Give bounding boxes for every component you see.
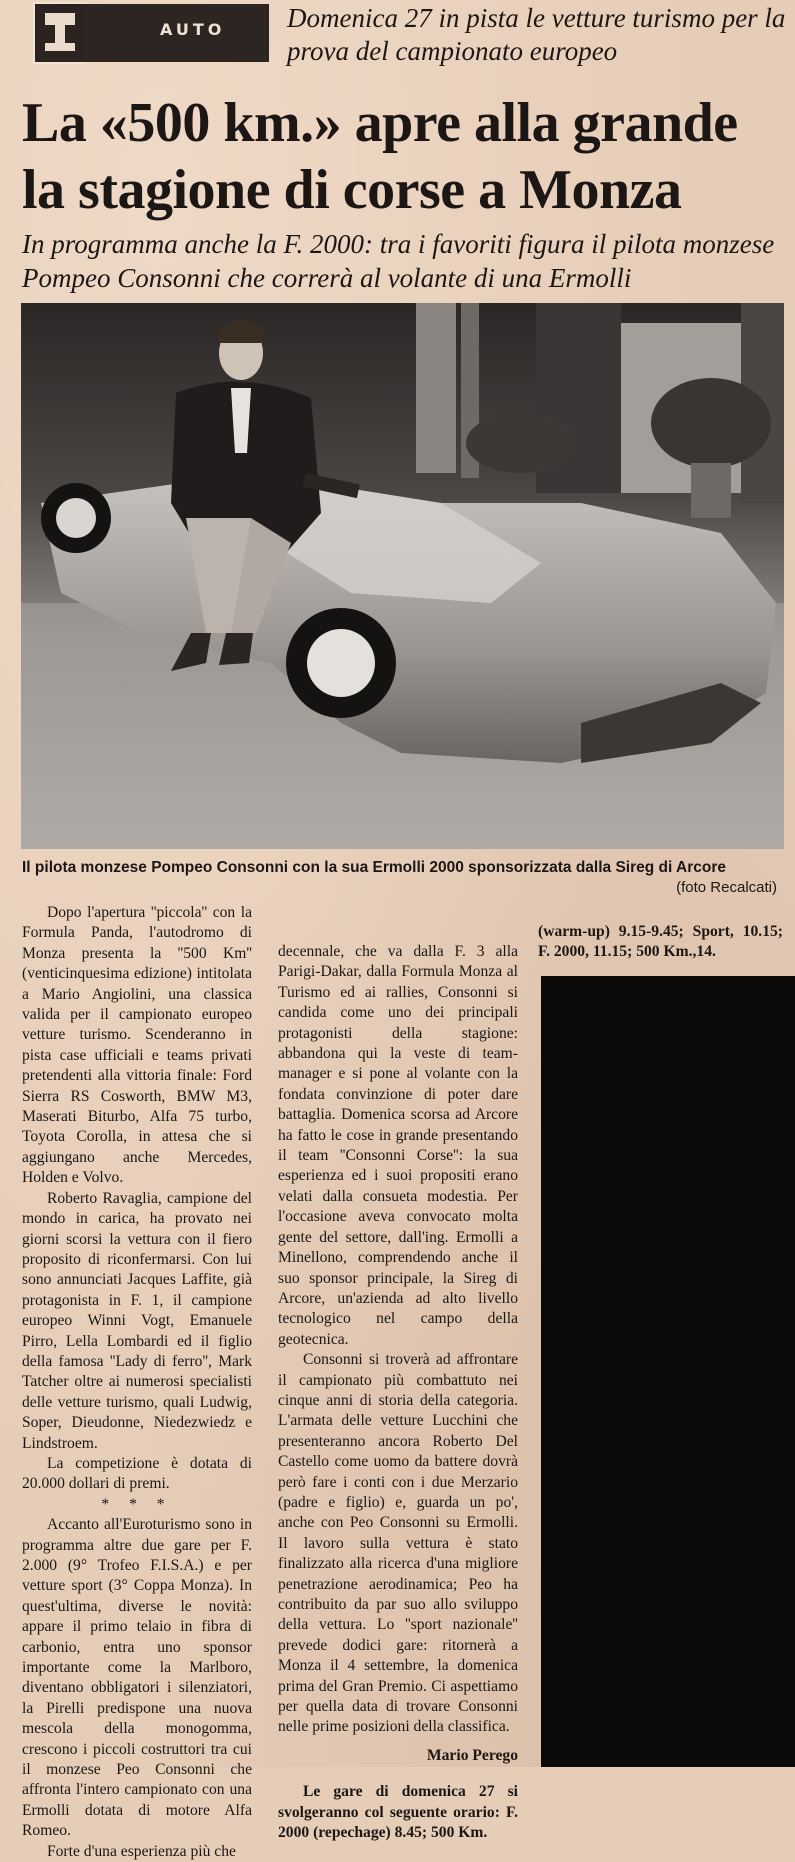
paragraph: Dopo l'apertura ''piccola'' con la Formula Panda, l'autodromo di Monza presenta la ''500 Km'' (venticinquesima edizione) intitolata a Mario Angiolini, una classica valida per il campionato europeo vetture turismo. Scenderanno in pista case ufficiali e teams privati pretendenti alla vittoria finale: Ford Sierra RS Cosworth, BMW M3, Maserati Biturbo, Alfa 75 turbo, Toyota Corolla, in attesa che si aggiungano anche Mercedes, Holden e Volvo.: [22, 904, 252, 1187]
paragraph: Accanto all'Euroturismo sono in programma altre due gare per F. 2.000 (9° Trofeo F.I.S.A.) e per vetture sport (3° Coppa Monza). In quest'ultima, diverse le novità: appare il primo telaio in fibra di carbonio, entra uno sponsor importante come la Marlboro, diventano obbligatori i silenziatori, la Pirelli predispone una nuova mescola della monogomma, crescono i piccoli costruttori tra cui il monzese Peo Consonni che affronta l'intero campionato con una Ermolli dotata di motore Alfa Romeo.: [22, 1516, 252, 1840]
paragraph: Roberto Ravaglia, campione del mondo in carica, ha provato nei giorni scorsi la vettura con il fiero proposito di riconfermarsi. Con lui sono annunciati Jacques Laffite, già protagonista in F. 1, il campione europeo Winni Vogt, Emanuele Pirro, Lella Lombardi ed il figlio della famosa ''Lady di ferro'', Mark Tatcher oltre ai numerosi specialisti delle vetture turismo, quali Ludwig, Soper, Dieudonne, Niedezwiedz e Lindstroem.: [22, 1189, 252, 1452]
section-label: AUTO: [160, 20, 226, 39]
article-column-3: [538, 922, 783, 963]
paragraph: Forte d'una esperienza più che: [46, 1842, 236, 1860]
paragraph: La competizione è dotata di 20.000 dollari di premi.: [22, 1454, 252, 1493]
headline: La «500 km.» apre alla grande la stagione di corse a Monza: [22, 92, 738, 221]
paragraph: decennale, che va dalla F. 3 alla Parigi-Dakar, dalla Formula Monza al Turismo ed ai rallies, Consonni si candida come uno dei principali protagonisti della stagione: abbandona qui la veste di team-manager e si pone al volante con la fondata convinzione di poter dare battaglia. Domenica scorsa ad Arcore ha fatto le cose in grande presentando il team ''Consonni Corse'': la sua esperienza ed i suoi propositi erano velati dalla consueta modestia. Per l'occasione aveva convocato molta gente del settore, dall'ing. Ermolli a Minellono, comprendendo anche il suo sponsor principale, la Sireg di Arcore, un'azienda ad alto livello tecnologico nel campo della geotecnica.: [278, 943, 518, 1348]
subheadline: In programma anche la F. 2000: tra i favoriti figura il pilota monzese Pompeo Consonni che correrà al volante di una Ermolli: [22, 229, 775, 293]
article-column-1: [22, 903, 252, 1862]
photo-caption: Il pilota monzese Pompeo Consonni con la sua Ermolli 2000 sponsorizzata dalla Sireg di Arcore: [22, 859, 726, 876]
paragraph: Consonni si troverà ad affrontare il campionato più combattuto nei cinque anni di storia della categoria. L'armata delle vetture Lucchini che presenteranno ancora Roberto Del Castello come uomo da battere dovrà però fare i conti con i due Merzario (padre e figlio) e, guarda un po', anche con Peo Consonni su Ermolli. Il lavoro sulla vettura è stato finalizzato alla ricerca d'una migliore penetrazione aerodinamica; Peo ha contribuito da par suo allo sviluppo della vettura. Lo ''sport nazionale'' prevede dodici gare: ritornerà a Monza il 4 settembre, la domenica prima del Gran Premio. Ci aspettiamo per quella data di trovare Consonni nelle prime posizioni della classifica.: [278, 1351, 518, 1736]
section-separator: * * *: [101, 1495, 173, 1513]
newspaper-logo-icon: [33, 2, 86, 64]
photo-credit: (foto Recalcati): [676, 879, 777, 896]
race-schedule: Le gare di domenica 27 si svolgeranno col seguente orario: F. 2000 (repechage) 8.45; 500 Km.: [278, 1783, 518, 1842]
author-byline: Mario Perego: [426, 1746, 518, 1764]
race-schedule-continued: (warm-up) 9.15-9.45; Sport, 10.15; F. 2000, 11.15; 500 Km.,14.: [538, 923, 783, 961]
article-column-2: [278, 942, 518, 1843]
race-car-photo: [21, 303, 784, 849]
kicker: Domenica 27 in pista le vetture turismo per la prova del campionato europeo: [287, 3, 786, 66]
scan-background-block: [541, 976, 795, 1767]
